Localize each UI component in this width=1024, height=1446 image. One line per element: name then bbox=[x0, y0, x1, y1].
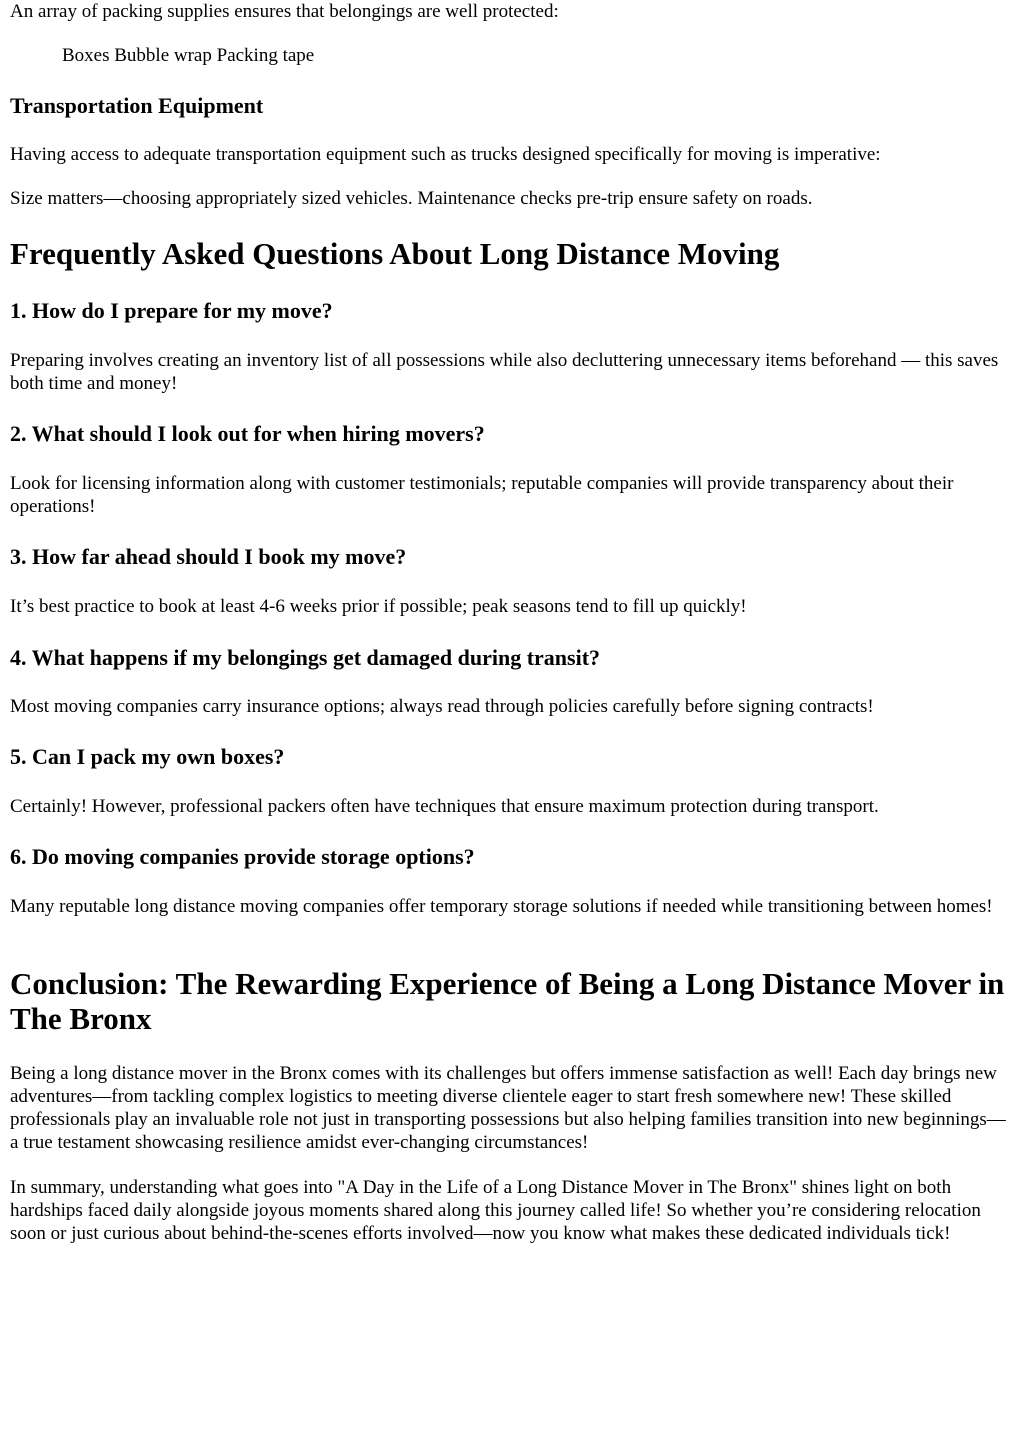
faq-answer: Most moving companies carry insurance options; always read through policies carefully before signing contracts! bbox=[10, 696, 874, 717]
supply-item: Bubble wrap bbox=[114, 45, 212, 66]
faq-answer: Many reputable long distance moving companies offer temporary storage solutions if needed while transitioning between homes! bbox=[10, 896, 993, 917]
faq-question: 3. How far ahead should I book my move? bbox=[10, 544, 407, 569]
transportation-paragraph: Having access to adequate transportation equipment such as trucks designed specifically for moving is imperative: bbox=[10, 144, 881, 165]
faq-answer: It’s best practice to book at least 4-6 weeks prior if possible; peak seasons tend to fill up quickly! bbox=[10, 596, 747, 617]
faq-question: 6. Do moving companies provide storage options? bbox=[10, 844, 475, 869]
faq-question: 2. What should I look out for when hiring movers? bbox=[10, 421, 485, 446]
intro-paragraph: An array of packing supplies ensures that belongings are well protected: bbox=[10, 1, 559, 22]
supply-item: Packing tape bbox=[216, 45, 315, 66]
conclusion-paragraph: Being a long distance mover in the Bronx comes with its challenges but offers immense satisfaction as well! Each day brings new adventures—from tackling complex logistics to meeting diverse clientele eager to start fresh somewhere new! These skilled professionals play an invaluable role not just in transporting possessions but also helping families transition into new beginnings—a true testament showcasing resilience amidst ever-changing circumstances! bbox=[10, 1063, 1006, 1153]
faq-answer: Certainly! However, professional packers often have techniques that ensure maximum protection during transport. bbox=[10, 796, 879, 817]
supply-item: Boxes bbox=[62, 45, 110, 66]
faq-question: 1. How do I prepare for my move? bbox=[10, 298, 333, 323]
faq-answer: Preparing involves creating an inventory list of all possessions while also decluttering unnecessary items beforehand — this saves both time and money! bbox=[10, 350, 999, 394]
packing-supplies-list bbox=[62, 44, 314, 67]
faq-question: 5. Can I pack my own boxes? bbox=[10, 744, 285, 769]
summary-paragraph: In summary, understanding what goes into "A Day in the Life of a Long Distance Mover in The Bronx" shines light on both hardships faced daily alongside joyous moments shared along this journey called life! So whether you’re considering relocation soon or just curious about behind-the-scenes efforts involved—now you know what makes these dedicated individuals tick! bbox=[10, 1177, 981, 1244]
conclusion-heading: Conclusion: The Rewarding Experience of Being a Long Distance Mover in The Bronx bbox=[10, 966, 1005, 1036]
faq-question: 4. What happens if my belongings get damaged during transit? bbox=[10, 645, 601, 670]
transportation-detail: Size matters—choosing appropriately sized vehicles. Maintenance checks pre-trip ensure safety on roads. bbox=[10, 188, 813, 209]
faq-heading: Frequently Asked Questions About Long Distance Moving bbox=[10, 236, 780, 271]
faq-answer: Look for licensing information along with customer testimonials; reputable companies will provide transparency about their operations! bbox=[10, 473, 954, 517]
transportation-heading: Transportation Equipment bbox=[10, 93, 264, 118]
